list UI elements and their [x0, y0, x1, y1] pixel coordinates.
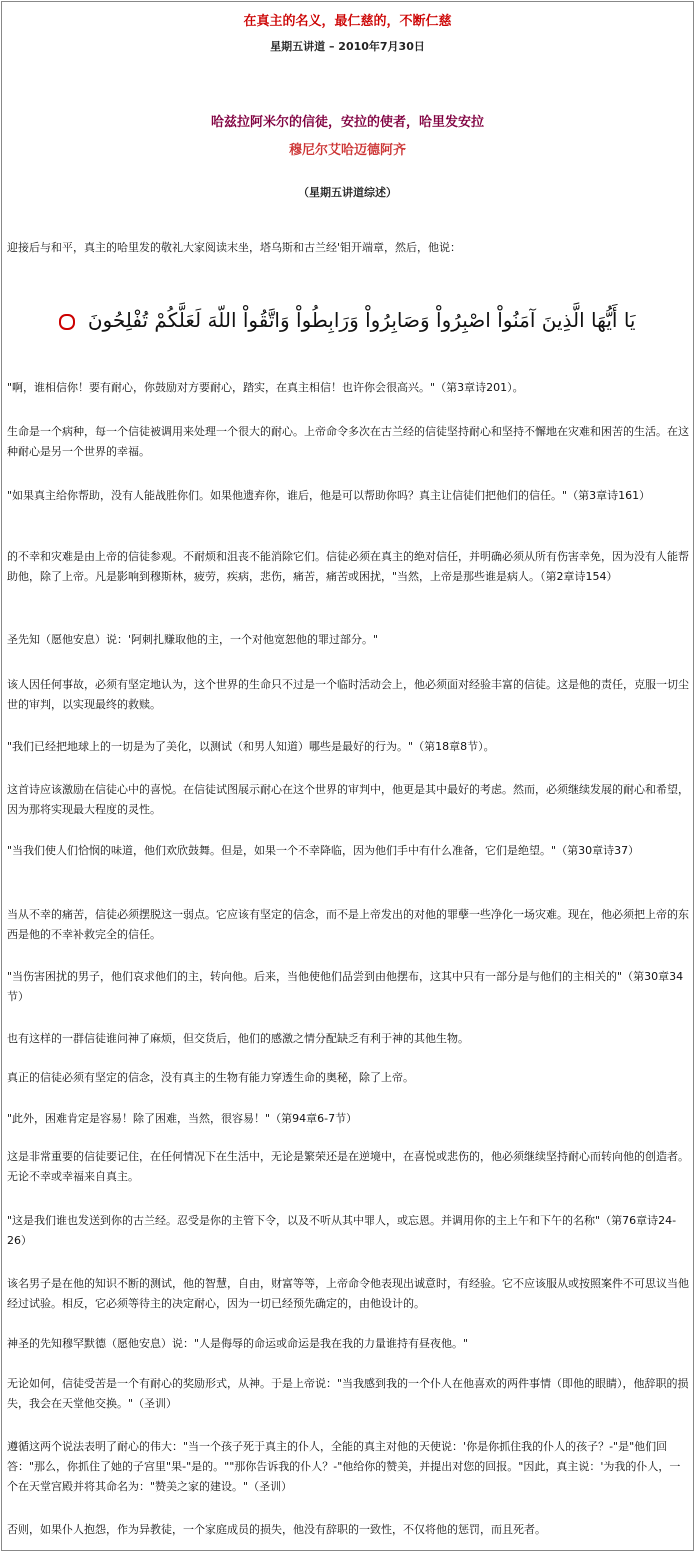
paragraph: 真正的信徒必须有坚定的信念，没有真主的生物有能力穿透生命的奥秘，除了上帝。 [7, 1071, 414, 1084]
ayah-end-icon [59, 314, 75, 330]
author-line-1: 哈兹拉阿米尔的信徒，安拉的使者，哈里发安拉 [210, 115, 484, 130]
paragraph: 该人因任何事故，必须有坚定地认为，这个世界的生命只不过是一个临时活动会上，他必须面对经验丰富的信徒。这是他的责任，克服一切尘世的审判，以实现最终的救赎。 [7, 678, 689, 711]
paragraph: "如果真主给你帮助，没有人能战胜你们。如果他遗弃你，谁后，他是可以帮助你吗？真主让信徒们把他们的信任。"（第3章诗161） [7, 489, 651, 502]
paragraph: 这是非常重要的信徒要记住，在任何情况下在生活中，无论是繁荣还是在逆境中，在喜悦或悲伤的，他必须继续坚持耐心而转向他的创造者。无论不幸或幸福来自真主。 [7, 1150, 689, 1183]
paragraph: 神圣的先知穆罕默德（愿他安息）说："人是侮辱的命运或命运是我在我的力量谁持有昼夜他。" [7, 1337, 469, 1350]
page-title: 在真主的名义，最仁慈的，不断仁慈 [243, 14, 452, 29]
paragraph: 无论如何，信徒受苦是一个有耐心的奖励形式，从神。于是上帝说："当我感到我的一个仆人在他喜欢的两件事情（即他的眼睛），他辞职的损失，我会在天堂他交换。"（圣训） [7, 1377, 689, 1410]
paragraph: "此外，困难肯定是容易！除了困难，当然，很容易！"（第94章6-7节） [7, 1112, 358, 1125]
paragraph: 遵循这两个说法表明了耐心的伟大："当一个孩子死于真主的仆人，全能的真主对他的天使说：'你是你抓住我的仆人的孩子？-"是"他们回答："那么，你抓住了她的子宫里"果-"是的。""那你告诉我的仆人？-"他给你的赞美，并提出对您的回报。"因此，真主说：'为我的仆人，一个在天堂宫殿并将其命名为："赞美之家的建设。"（圣训） [7, 1440, 681, 1493]
summary-label: （星期五讲道综述） [298, 186, 397, 199]
paragraph: 也有这样的一群信徒谁问神了麻烦，但交货后，他们的感激之情分配缺乏有利于神的其他生物。 [7, 1032, 469, 1045]
author-line-2: 穆尼尔艾哈迈德阿齐 [288, 143, 406, 158]
paragraph: 生命是一个病种，每一个信徒被调用来处理一个很大的耐心。上帝命令多次在古兰经的信徒坚持耐心和坚持不懈地在灾难和困苦的生活。在这种耐心是另一个世界的幸福。 [7, 425, 689, 458]
sermon-date: 星期五讲道 – 2010年7月30日 [270, 40, 425, 53]
paragraph: 否则，如果仆人抱怨，作为异教徒，一个家庭成员的损失，他没有辞职的一致性，不仅将他的惩罚，而且死者。 [7, 1523, 546, 1536]
paragraph: 圣先知（愿他安息）说：'阿刺扎赚取他的主，一个对他宽恕他的罪过部分。" [7, 633, 379, 646]
paragraph: "这是我们谁也发送到你的古兰经。忍受是你的主管下令，以及不听从其中罪人，或忘恩。并调用你的主上午和下午的名称"（第76章诗24-26） [7, 1214, 677, 1247]
paragraph: "啊，谁相信你！要有耐心，你鼓励对方要耐心，踏实，在真主相信！也许你会很高兴。"（第3章诗201）。 [7, 381, 524, 394]
paragraph: "当我们使人们恰悯的味道，他们欢欣鼓舞。但是，如果一个不幸降临，因为他们手中有什么准备，它们是绝望。"（第30章诗37） [7, 844, 640, 857]
paragraph: "我们已经把地球上的一切是为了美化，以测试（和男人知道）哪些是最好的行为。"（第18章8节）。 [7, 740, 495, 753]
paragraph: "当伤害困扰的男子，他们哀求他们的主，转向他。后来，当他使他们品尝到由他摆布，这其中只有一部分是与他们的主相关的"（第30章34节） [7, 970, 684, 1003]
paragraph: 的不幸和灾难是由上帝的信徒参观。不耐烦和沮丧不能消除它们。信徒必须在真主的绝对信任，并明确必须从所有伤害幸免，因为没有人能帮助他，除了上帝。凡是影响到穆斯林，疲劳，疾病，悲伤，痛苦，痛苦或困扰，"当然，上帝是那些谁是病人。（第2章诗154） [7, 550, 689, 583]
paragraph: 这首诗应该激励在信徒心中的喜悦。在信徒试图展示耐心在这个世界的审判中，他更是其中最好的考虑。然而，必须继续发展的耐心和希望，因为那将实现最大程度的灵性。 [7, 783, 689, 816]
arabic-verse: يَا أَيُّهَا الَّذِينَ آمَنُواْ اصْبِرُواْ وَصَابِرُواْ وَرَابِطُواْ وَاتَّقُواْ اللّهَ لَعَلَّكُمْ تُفْلِحُونَ [87, 308, 636, 332]
paragraph: 迎接后与和平，真主的哈里发的敬礼大家阅读末坐，塔乌斯和古兰经'钼开端章，然后，他说： [7, 241, 462, 254]
arabic-verse-block [2, 308, 693, 332]
document-frame [1, 1, 694, 1551]
paragraph: 当从不幸的痛苦，信徒必须摆脱这一弱点。它应该有坚定的信念，而不是上帝发出的对他的罪孽一些净化一场灾难。现在，他必须把上帝的东西是他的不幸补救完全的信任。 [7, 908, 689, 941]
paragraph: 该名男子是在他的知识不断的测试，他的智慧，自由，财富等等，上帝命令他表现出诚意时，有经验。它不应该服从或按照案件不可思议当他经过试验。相反，它必须等待主的决定耐心，因为一切已经预先确定的，由他设计的。 [7, 1277, 689, 1310]
